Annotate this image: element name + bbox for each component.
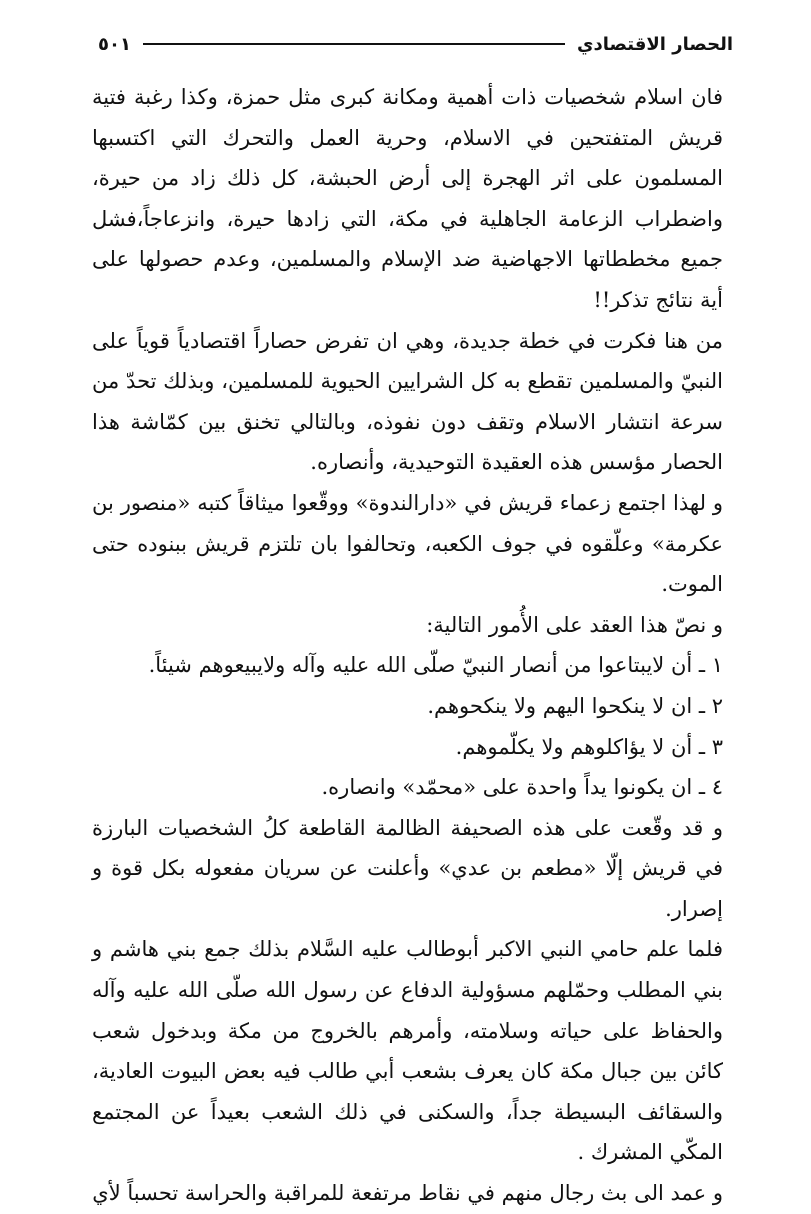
body-text xyxy=(92,77,723,1214)
paragraph-6: فلما علم حامي النبي الاكبر أبوطالب عليه السَّلام بذلك جمع بني هاشم و بني المطلب وحمّلهم مسؤولية الدفاع عن رسول الله صلّى الله عليه وآله والحفاظ على حياته وسلامته، وأمرهم بالخروج من مكة وبدخول شعب كائن بين جبال مكة كان يعرف بشعب أبي طالب فيه بعض البيوت العادية، والسقائف البسيطة جداً، والسكنى في ذلك الشعب بعيداً عن المجتمع المكّي المشرك . xyxy=(92,937,723,1165)
paragraph-2: من هنا فكرت في خطة جديدة، وهي ان تفرض حصاراً اقتصادياً قوياً على النبيّ والمسلمين تقطع به كل الشرايين الحيوية للمسلمين، وبذلك تحدّ من سرعة انتشار الاسلام وتقف دون نفوذه، وبالتالي تخنق بين كمّاشة هذا الحصار مؤسس هذه العقيدة التوحيدية، وأنصاره. xyxy=(92,328,723,475)
paragraph-5: و قد وقّعت على هذه الصحيفة الظالمة القاطعة كلُ الشخصيات البارزة في قريش إلّا «مطعم بن عدي» وأعلنت عن سريان مفعوله بكل قوة و إصرار. xyxy=(92,815,723,921)
header-rule xyxy=(143,43,565,45)
list-item-1: ١ ـ أن لايبتاعوا من أنصار النبيّ صلّى الله عليه وآله ولايبيعوهم شيئاً. xyxy=(148,653,723,678)
paragraph-3: و لهذا اجتمع زعماء قريش في «دارالندوة» ووقّعوا ميثاقاً كتبه «منصور بن عكرمة» وعلّقوه في جوف الكعبه، وتحالفوا بان تلتزم قريش ببنوده حتى الموت. xyxy=(92,490,723,597)
list-item-2: ٢ ـ ان لا ينكحوا اليهم ولا ينكحوهم. xyxy=(427,693,723,718)
list-item-3: ٣ ـ أن لا يؤاكلوهم ولا يكلّموهم. xyxy=(455,734,723,759)
header-title: الحصار الاقتصادي xyxy=(577,33,733,55)
paragraph-7: و عمد الى بث رجال منهم في نقاط مرتفعة للمراقبة والحراسة تحسباً لأي xyxy=(92,1181,723,1206)
page-number: ٥٠١ xyxy=(98,33,131,55)
paragraph-4-intro: و نصّ هذا العقد على الأُمور التالية: xyxy=(426,612,723,637)
list-item-4: ٤ ـ ان يكونوا يداً واحدة على «محمّد» وانصاره. xyxy=(321,775,723,800)
paragraph-1: فان اسلام شخصيات ذات أهمية ومكانة كبرى مثل حمزة، وكذا رغبة فتية قريش المتفتحين في الاسلام، وحرية العمل والتحرك التي اكتسبها المسلمون على اثر الهجرة إلى أرض الحبشة، كل ذلك زاد من حيرة، واضطراب الزعامة الجاهلية في مكة، التي زادها حيرة، وانزعاجاً،فشل جميع مخططاتها الاجهاضية ضد الإسلام والمسلمين، وعدم حصولها على أية نتائج تذكر!! xyxy=(92,85,723,312)
running-header xyxy=(98,30,733,58)
